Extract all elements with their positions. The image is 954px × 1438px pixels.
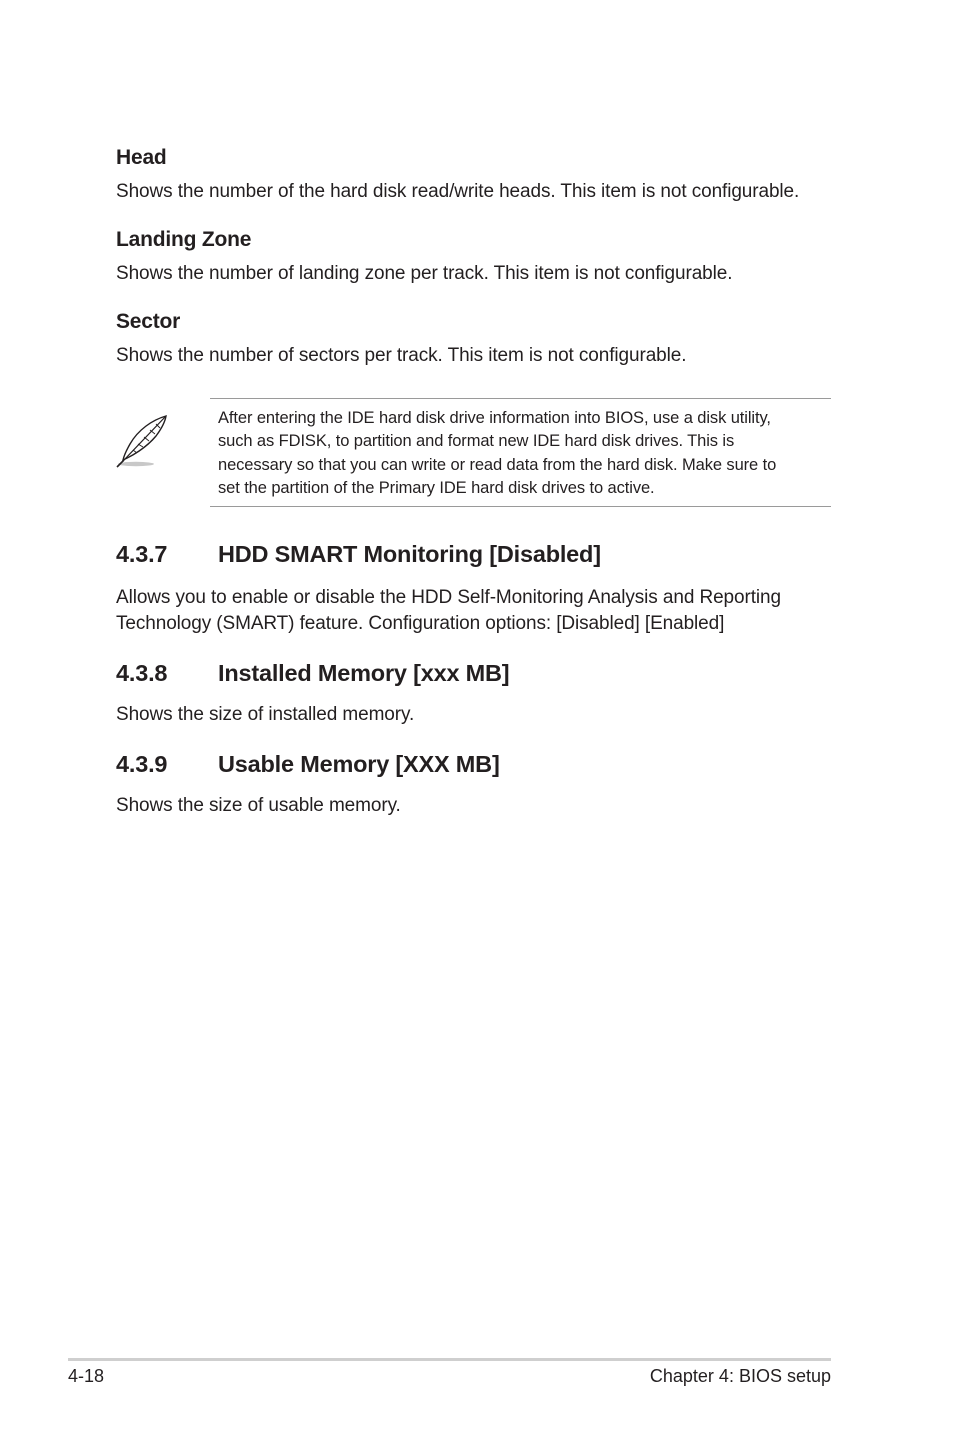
item-title-sector: Sector <box>116 310 181 333</box>
section-title: Installed Memory [xxx MB] <box>218 660 510 686</box>
section-number: 4.3.8 <box>116 660 168 686</box>
item-title-landing-zone: Landing Zone <box>116 228 252 251</box>
item-desc-sector: Shows the number of sectors per track. This item is not configurable. <box>116 345 687 366</box>
section-title: HDD SMART Monitoring [Disabled] <box>218 541 601 567</box>
section-body-line: Allows you to enable or disable the HDD Self-Monitoring Analysis and Reporting <box>116 587 781 608</box>
note-line: set the partition of the Primary IDE hard disk drives to active. <box>218 478 655 497</box>
note-box <box>210 398 831 507</box>
section-number: 4.3.9 <box>116 751 168 777</box>
note-line: necessary so that you can write or read data from the hard disk. Make sure to <box>218 455 777 474</box>
note-line: such as FDISK, to partition and format new IDE hard disk drives. This is <box>218 432 735 451</box>
item-desc-head: Shows the number of the hard disk read/write heads. This item is not configurable. <box>116 181 800 202</box>
item-desc-landing-zone: Shows the number of landing zone per track. This item is not configurable. <box>116 263 733 284</box>
page-number: 4-18 <box>68 1366 105 1386</box>
note-text <box>218 407 828 500</box>
chapter-label: Chapter 4: BIOS setup <box>649 1366 831 1386</box>
section-body-line: Shows the size of usable memory. <box>116 795 401 816</box>
section-body <box>116 585 781 637</box>
section-title: Usable Memory [XXX MB] <box>218 751 500 777</box>
section-body-line: Technology (SMART) feature. Configuration options: [Disabled] [Enabled] <box>116 613 725 634</box>
feather-pen-icon <box>112 412 170 470</box>
section-number: 4.3.7 <box>116 541 168 567</box>
item-title-head: Head <box>116 146 167 169</box>
section-body-line: Shows the size of installed memory. <box>116 704 415 725</box>
note-line: After entering the IDE hard disk drive information into BIOS, use a disk utility, <box>218 409 771 427</box>
footer-divider <box>68 1358 831 1361</box>
